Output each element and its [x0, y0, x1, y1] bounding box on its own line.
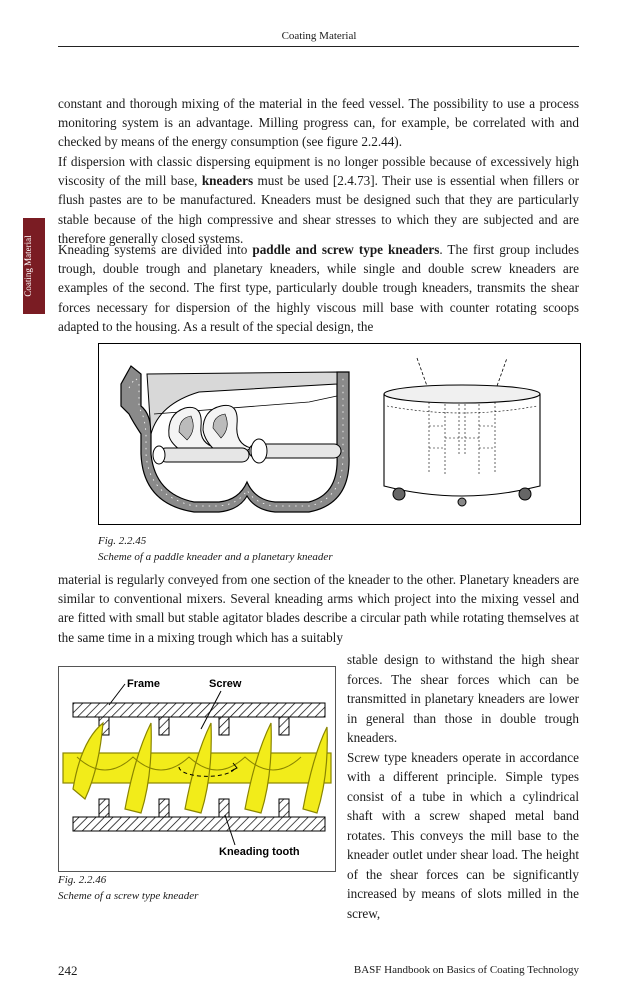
kneaders-term: kneaders [201, 173, 254, 189]
paragraph-3-text-b: . The first group includes trough, double trough and planetary kneaders, while single and double screw kneaders are examples of the second. The first type, particularly double trough kneaders, transmits the shear forces necessary for dispersion of the highly viscous mill base with counter rotating scoops adapted to the housing. As a result of the special design, the [58, 242, 579, 334]
paddle-kneader-drawing [121, 366, 349, 512]
column-paragraph-1: stable design to withstand the high shear forces. The shear forces which can be transmitted in planetary kneaders are lower in general than those in double trough kneaders. [347, 652, 579, 745]
paragraph-4: material is regularly conveyed from one section of the kneader to the other. Planetary kneaders are similar to conventional mixers. Several kneading arms which project into the mixing vessel and are fitted with small but stable agitator blades describe a circular path while rotating themselves at the same time in a mixing trough which has a suitably [58, 572, 579, 645]
figure-1-number: Fig. 2.2.45 [98, 535, 147, 547]
label-frame: Frame [127, 678, 161, 690]
running-header: Coating Material [281, 30, 357, 42]
paragraph-2-text-a: If dispersion with classic dispersing equipment is no longer possible because of excessively high viscosity of the mill base, [58, 154, 579, 189]
label-kneading-tooth: Kneading tooth [219, 846, 300, 858]
figure-1-caption [98, 533, 333, 565]
kneader-types-term: paddle and screw type kneaders [252, 242, 440, 257]
paragraph-3-text-a: Kneading systems are divided into [58, 242, 253, 257]
figure-1-title: Scheme of a paddle kneader and a planetary kneader [98, 551, 333, 563]
header-rule [58, 46, 579, 47]
right-column-text [347, 650, 579, 923]
kneader-illustration [99, 344, 580, 524]
screw-kneader-illustration [59, 667, 335, 871]
planetary-kneader-drawing [384, 358, 540, 506]
column-paragraph-2: Screw type kneaders operate in accordance with a different principle. Simple types consist of a tube in which a cylindrical shaft with a screw shaped metal band rotates. This conveys the mill base to the kneader outlet under shear load. The height of the shear forces can be significantly increased by means of slots milled in the screw, [347, 749, 579, 921]
side-tab [23, 218, 45, 314]
paragraph-2-text-b: must be used [2.4.73]. Their use is essential when fillers or flush pastes are to be manufactured. Kneaders must be designed such that they are particularly stable because of the high compressive and shear stresses to which they are subjected and are therefore generally closed systems. [58, 173, 579, 246]
figure-2-number: Fig. 2.2.46 [58, 874, 107, 886]
frame-leader [109, 684, 125, 705]
figure-screw-kneader [58, 666, 336, 872]
paragraph-1: constant and thorough mixing of the material in the feed vessel. The possibility to use a process monitoring system is an advantage. Milling progress can, for example, be correlated with and checked by means of the energy consumption (see figure 2.2.44). [58, 96, 579, 150]
figure-2-title: Scheme of a screw type kneader [58, 890, 199, 902]
paragraph-3 [58, 240, 579, 336]
page-number: 242 [58, 963, 78, 978]
label-screw: Screw [209, 678, 242, 690]
figure-paddle-planetary-kneader [98, 343, 581, 525]
side-tab-label: Coating Material [23, 235, 33, 297]
frame-top [73, 703, 325, 717]
figure-2-caption [58, 872, 198, 904]
footer-book-title: BASF Handbook on Basics of Coating Technology [353, 964, 579, 976]
paragraph-2 [58, 152, 579, 248]
frame-bottom [73, 817, 325, 831]
